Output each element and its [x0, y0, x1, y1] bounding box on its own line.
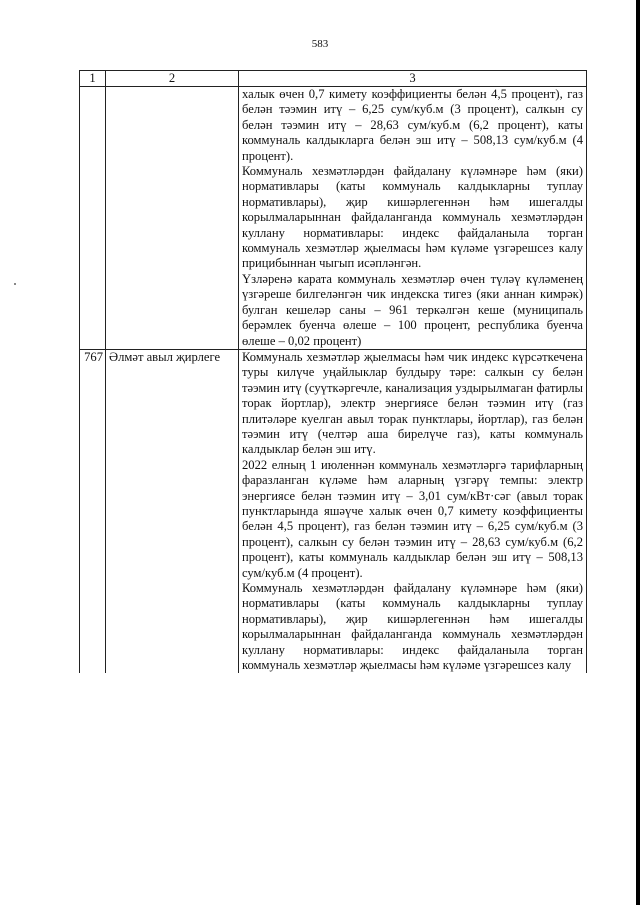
- table-header-row: [80, 71, 587, 87]
- header-col-3: 3: [239, 71, 587, 87]
- table-row-continuation: [80, 87, 587, 350]
- paragraph: Коммуналь хезмәтләрдән файдалану күләмнәре һәм (яки) нормативлары (каты коммуналь калдыкларны туплау нормативлары), җир кишәрлегеннән һәм ишегалды корылмаларыннан файдаланганда коммуналь хезмәтләрдән куллану нормативлары: индекс файдаланыла торган коммуналь хезмәтләр җыелмасы һәм күләме үзгәрешсез калу: [242, 581, 583, 673]
- scan-speck: [14, 283, 16, 285]
- municipality-name: Әлмәт авыл җирлеге: [106, 349, 239, 673]
- header-col-1: 1: [80, 71, 106, 87]
- row-description: [239, 87, 587, 350]
- header-col-2: 2: [106, 71, 239, 87]
- municipality-name: [106, 87, 239, 350]
- table-row-767: [80, 349, 587, 673]
- row-number: 767: [80, 349, 106, 673]
- row-number: [80, 87, 106, 350]
- row-description: [239, 349, 587, 673]
- scan-edge-bar: [636, 0, 640, 905]
- paragraph: Коммуналь хезмәтләрдән файдалану күләмнәре һәм (яки) нормативлары (каты коммуналь калдыкларны туплау нормативлары), җир кишәрлегеннән һәм ишегалды корылмаларыннан файдаланганда коммуналь хезмәтләрдән куллану нормативлары: индекс файдаланыла торган коммуналь хезмәтләр җыелмасы һәм күләме үзгәрешсез калу прицибыннан чыгып исәпләнгән.: [242, 164, 583, 271]
- paragraph: Коммуналь хезмәтләр җыелмасы һәм чик индекс күрсәткечена туры килүче уңайлыклар булдыру тәре: салкын су белән тәэмин итү (суүткәргечле, канализация уздырылмаган фатирлы торак йортлар), электр энергиясе белән тәэмин итү (газ плитәләре куелган авыл торак пунктлары, йортлар), газ белән тәэмин итү (челтәр аша бирелүче газ), каты коммуналь калдыклар белән эш итү.: [242, 349, 583, 457]
- paragraph: Үзләренә карата коммуналь хезмәтләр өчен түләү күләменең үзгәреше билгеләнгән чик индекска тигез (яки аннан кимрәк) булган кешеләр саны – 961 теркәлгән кеше (муниципаль берәмлек буенча өлеше – 100 процент, республика буенча өлеше – 0,02 процент): [242, 271, 583, 348]
- paragraph: 2022 елның 1 июленнән коммуналь хезмәтләргә тарифларның фаразланган күләме һәм аларның үзгәрү темпы: электр энергиясе белән тәэмин итү – 3,01 сум/кВт·сәг (авыл торак пунктларында яшәүче халык өчен 0,7 кимету коэффициенты белән 4,5 процент), газ белән тәэмин итү – 6,25 сум/куб.м (3 процент), салкын су белән тәэмин итү – 28,63 сум/куб.м (6,2 процент), каты коммуналь калдыклар белән эш итү – 508,13 сум/куб.м (4 процент).: [242, 457, 583, 580]
- document-table: [79, 70, 587, 673]
- page-number: 583: [311, 38, 329, 50]
- paragraph: халык өчен 0,7 кимету коэффициенты белән 4,5 процент), газ белән тәэмин итү – 6,25 сум/куб.м (3 процент), салкын су белән тәэмин итү – 28,63 сум/куб.м (6,2 процент), каты коммуналь калдыкларга белән эш итү – 508,13 сум/куб.м (4 процент).: [242, 87, 583, 163]
